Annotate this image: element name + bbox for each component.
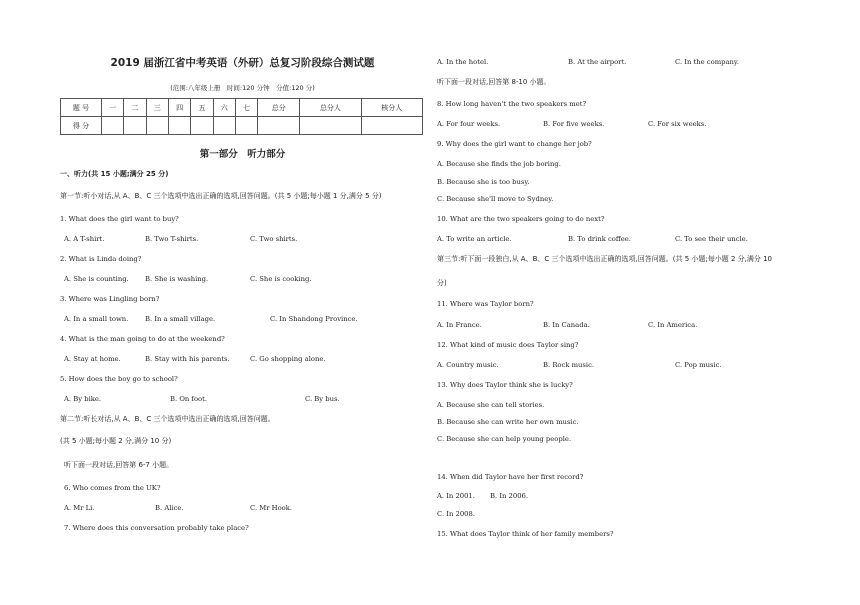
question-1: 1. What does the girl want to buy?: [60, 215, 179, 223]
option-14c[interactable]: C. In 2008.: [437, 510, 475, 518]
option-2a[interactable]: A. She is counting.: [64, 275, 129, 283]
score-cell[interactable]: [102, 117, 124, 135]
section-instruction: 第三节:听下面一段独白,从 A、B、C 三个选项中选出正确的选项,回答问题。(共 5 小题;每小题 2 分,满分 10: [437, 255, 772, 263]
question-10: 10. What are the two speakers going to do next?: [437, 215, 605, 223]
option-7a[interactable]: A. In the hotel.: [437, 58, 489, 66]
score-cell[interactable]: [168, 117, 190, 135]
option-10a[interactable]: A. To write an article.: [437, 235, 512, 243]
option-4b[interactable]: B. Stay with his parents.: [145, 355, 230, 363]
table-cell: 二: [124, 99, 146, 117]
option-4c[interactable]: C. Go shopping alone.: [250, 355, 326, 363]
option-3b[interactable]: B. In a small village.: [145, 315, 216, 323]
section-instruction: (共 5 小题;每小题 2 分,满分 10 分): [60, 437, 172, 445]
option-12b[interactable]: B. Rock music.: [543, 361, 595, 369]
table-cell: 三: [146, 99, 168, 117]
option-12c[interactable]: C. Pop music.: [675, 361, 722, 369]
option-1a[interactable]: A. A T-shirt.: [64, 235, 105, 243]
score-table-score-row: [61, 117, 423, 135]
question-7: 7. Where does this conversation probably take place?: [64, 524, 249, 532]
option-9c[interactable]: C. Because she'll move to Sydney.: [437, 195, 554, 203]
listening-prompt: 听下面一段对话,回答第 6-7 小题。: [64, 461, 174, 469]
option-4a[interactable]: A. Stay at home.: [64, 355, 121, 363]
score-cell[interactable]: [361, 117, 422, 135]
score-table: [60, 98, 423, 135]
page-title: 2019 届浙江省中考英语（外研）总复习阶段综合测试题: [110, 57, 375, 69]
option-8c[interactable]: C. For six weeks.: [648, 120, 707, 128]
question-11: 11. Where was Taylor born?: [437, 300, 534, 308]
question-2: 2. What is Linda doing?: [60, 255, 142, 263]
option-14b[interactable]: B. In 2006.: [490, 492, 528, 500]
option-6a[interactable]: A. Mr Li.: [64, 504, 95, 512]
question-14: 14. When did Taylor have her first record?: [437, 473, 584, 481]
option-5a[interactable]: A. By bike.: [64, 395, 102, 403]
table-cell: 题 号: [61, 99, 102, 117]
score-cell[interactable]: [213, 117, 235, 135]
question-3: 3. Where was Lingling born?: [60, 295, 160, 303]
score-cell[interactable]: [191, 117, 213, 135]
question-4: 4. What is the man going to do at the weekend?: [60, 335, 225, 343]
option-14a[interactable]: A. In 2001.: [437, 492, 475, 500]
option-12a[interactable]: A. Country music.: [437, 361, 499, 369]
question-13: 13. Why does Taylor think she is lucky?: [437, 381, 573, 389]
option-2b[interactable]: B. She is washing.: [145, 275, 209, 283]
part-title: 第一部分 听力部分: [199, 149, 286, 160]
table-cell: 六: [213, 99, 235, 117]
option-13b[interactable]: B. Because she can write her own music.: [437, 418, 579, 426]
exam-scope: (范围:八年级上册 时间:120 分钟 分值:120 分): [170, 84, 315, 92]
question-15: 15. What does Taylor think of her family members?: [437, 530, 614, 538]
section-instruction: 分): [437, 279, 447, 287]
score-cell[interactable]: [146, 117, 168, 135]
table-cell: 得 分: [61, 117, 102, 135]
option-11a[interactable]: A. In France.: [437, 321, 482, 329]
option-10c[interactable]: C. To see their uncle.: [675, 235, 748, 243]
score-cell[interactable]: [300, 117, 361, 135]
option-13c[interactable]: C. Because she can help young people.: [437, 435, 572, 443]
table-cell: 总分: [258, 99, 300, 117]
option-3c[interactable]: C. In Shandong Province.: [270, 315, 358, 323]
score-table-header-row: [61, 99, 423, 117]
option-10b[interactable]: B. To drink coffee.: [568, 235, 631, 243]
table-cell: 一: [102, 99, 124, 117]
question-8: 8. How long haven't the two speakers met?: [437, 100, 587, 108]
option-6b[interactable]: B. Alice.: [155, 504, 184, 512]
question-9: 9. Why does the girl want to change her job?: [437, 140, 592, 148]
option-1b[interactable]: B. Two T-shirts.: [145, 235, 199, 243]
section-heading: 一、听力(共 15 小题;满分 25 分): [60, 170, 169, 178]
option-8a[interactable]: A. For four weeks.: [437, 120, 501, 128]
listening-prompt: 听下面一段对话,回答第 8-10 小题。: [437, 78, 551, 86]
option-9b[interactable]: B. Because she is too busy.: [437, 178, 530, 186]
score-cell[interactable]: [258, 117, 300, 135]
option-11c[interactable]: C. In America.: [648, 321, 698, 329]
section-instruction: 第二节:听长对话,从 A、B、C 三个选项中选出正确的选项,回答问题。: [60, 415, 275, 423]
option-7b[interactable]: B. At the airport.: [568, 58, 627, 66]
option-3a[interactable]: A. In a small town.: [64, 315, 129, 323]
table-cell: 核分人: [361, 99, 422, 117]
option-2c[interactable]: C. She is cooking.: [250, 275, 312, 283]
question-12: 12. What kind of music does Taylor sing?: [437, 341, 579, 349]
section-instruction: 第一节:听小对话,从 A、B、C 三个选项中选出正确的选项,回答问题。(共 5 小题;每小题 1 分,满分 5 分): [60, 192, 382, 200]
score-cell[interactable]: [124, 117, 146, 135]
question-6: 6. Who comes from the UK?: [64, 484, 161, 492]
option-9a[interactable]: A. Because she finds the job boring.: [437, 160, 561, 168]
table-cell: 五: [191, 99, 213, 117]
option-6c[interactable]: C. Mr Hook.: [250, 504, 293, 512]
table-cell: 七: [235, 99, 257, 117]
option-11b[interactable]: B. In Canada.: [543, 321, 590, 329]
score-cell[interactable]: [235, 117, 257, 135]
option-5c[interactable]: C. By bus.: [305, 395, 340, 403]
question-5: 5. How does the boy go to school?: [60, 375, 178, 383]
table-cell: 四: [168, 99, 190, 117]
option-13a[interactable]: A. Because she can tell stories.: [437, 401, 545, 409]
option-7c[interactable]: C. In the company.: [675, 58, 740, 66]
option-5b[interactable]: B. On foot.: [170, 395, 208, 403]
option-8b[interactable]: B. For five weeks.: [543, 120, 605, 128]
option-1c[interactable]: C. Two shirts.: [250, 235, 298, 243]
table-cell: 总分人: [300, 99, 361, 117]
